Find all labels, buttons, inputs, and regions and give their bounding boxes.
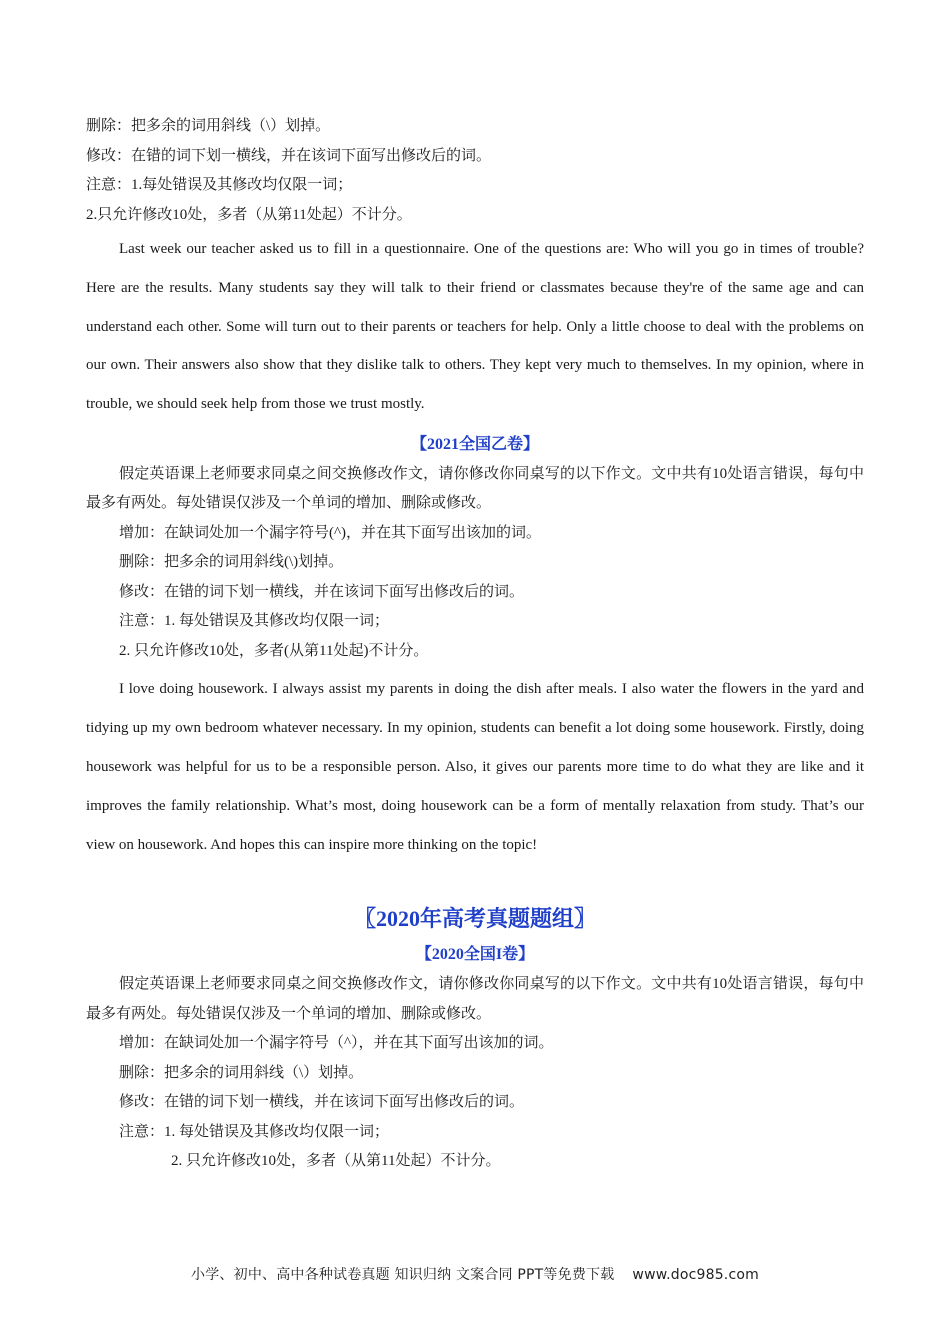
note-2: 2.只允许修改10处，多者（从第11处起）不计分。 [86,206,412,223]
footer-text: 小学、初中、高中各种试卷真题 知识归纳 文案合同 PPT等免费下载 [191,1267,615,1283]
rule-delete-2021: 删除：把多余的词用斜线(\)划掉。 [119,554,344,571]
rule-delete-2020: 删除：把多余的词用斜线（\）划掉。 [119,1064,364,1081]
footer-url[interactable]: www.doc985.com [632,1267,759,1283]
note-1-2021: 注意：1. 每处错误及其修改均仅限一词； [119,613,390,630]
intro-2021: 假定英语课上老师要求同桌之间交换修改作文，请你修改你同桌写的以下作文。文中共有10处语言错误，每句中最多有两处。每处错误仅涉及一个单词的增加、删除或修改。 [86,465,864,512]
note-2-2020: 2. 只允许修改10处，多者（从第11处起）不计分。 [171,1153,501,1170]
rule-modify-2021: 修改：在错的词下划一横线，并在该词下面写出修改后的词。 [119,583,525,600]
intro-2020: 假定英语课上老师要求同桌之间交换修改作文，请你修改你同桌写的以下作文。文中共有10处语言错误，每句中最多有两处。每处错误仅涉及一个单词的增加、删除或修改。 [86,976,864,1022]
heading-2020-national-1: 【2020全国I卷】 [415,946,535,964]
page-footer [0,1264,950,1284]
rule-add-2021: 增加：在缺词处加一个漏字符号(^)，并在其下面写出该加的词。 [119,524,542,541]
document-page [86,112,864,1177]
note-1: 注意：1.每处错误及其修改均仅限一词； [86,177,353,193]
rule-add-2020: 增加：在缺词处加一个漏字符号（^），并在其下面写出该加的词。 [119,1035,554,1052]
heading-2021-national-b: 【2021全国乙卷】 [410,435,539,453]
note-1-2020: 注意：1. 每处错误及其修改均仅限一词； [119,1123,390,1140]
rule-modify-2020: 修改：在错的词下划一横线，并在该词下面写出修改后的词。 [119,1094,525,1111]
passage-housework: I love doing housework. I always assist my parents in doing the dish after meals. I also water the flowers in the yard and tidying up my own bedroom whatever necessary. In my opinion, students can benefit a lot doing some housework. Firstly, doing housework was helpful for us to be a responsible person. Also, it gives our parents more time to do what they are like and it improves the family relationship. What’s most, doing housework can be a form of mentally relaxation from study. That’s our view on housework. And hopes this can inspire more thinking on the topic! [86,681,864,853]
rule-modify: 修改：在错的词下划一横线，并在该词下面写出修改后的词。 [86,147,492,164]
rule-delete: 删除：把多余的词用斜线（\）划掉。 [86,118,331,134]
heading-2020-group: 〖2020年高考真题题组〗 [353,906,596,932]
note-2-2021: 2. 只允许修改10处，多者(从第11处起)不计分。 [119,642,429,659]
passage-questionnaire: Last week our teacher asked us to fill in a questionnaire. One of the questions are: Who will you go in times of trouble? Here are the results. Many students say they will talk to their friend or classmates because they're of the same age and can understand each other. Some will turn out to their parents or teachers for help. Only a little choose to deal with the problems on our own. Their answers also show that they dislike talk to others. They kept very much to themselves. In my opinion, where in trouble, we should seek help from those we trust mostly. [86,241,864,413]
